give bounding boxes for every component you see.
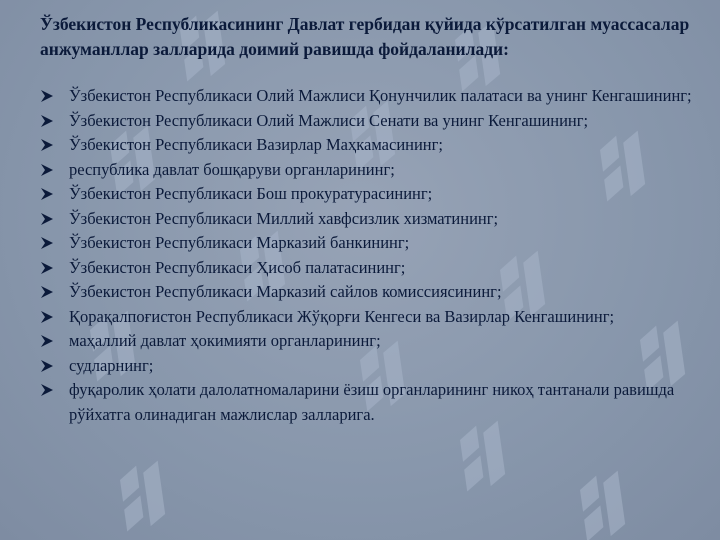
list-item-text: Ўзбекистон Республикаси Ҳисоб палатасининг; (69, 257, 406, 277)
arrowhead-bullet-icon (40, 310, 54, 324)
arrowhead-bullet-icon (40, 383, 54, 397)
list-item-text: Ўзбекистон Республикаси Вазирлар Маҳкамасининг; (69, 135, 443, 154)
list-item (40, 182, 700, 207)
list-item (40, 109, 700, 134)
list-item-text: Ўзбекистон Республикаси Марказий сайлов комиссиясининг; (69, 282, 502, 301)
list-item (40, 207, 700, 232)
watermark-logo-icon (118, 461, 167, 532)
list-item-text: Ўзбекистон Республикаси Миллий хавфсизлик хизматининг; (69, 208, 499, 228)
list-item (40, 158, 700, 183)
list-item-text: фуқаролик ҳолати далолатномаларини ёзиш органларининг никоҳ тантанали равишда рўйхатга олинадиган мажлислар залларига. (69, 380, 675, 424)
list-item (40, 305, 700, 330)
arrowhead-bullet-icon (40, 114, 54, 128)
list-item-text: судларнинг; (69, 355, 154, 375)
list-item (40, 329, 700, 354)
arrowhead-bullet-icon (40, 334, 54, 348)
list-item-text: республика давлат бошқаруви органларининг; (69, 159, 395, 179)
watermark-logo-icon (578, 471, 627, 540)
arrowhead-bullet-icon (40, 236, 54, 250)
list-item (40, 378, 700, 427)
list-item (40, 354, 700, 379)
list-item-text: Ўзбекистон Республикаси Олий Мажлиси Сенати ва унинг Кенгашининг; (69, 110, 589, 130)
list-item (40, 84, 700, 109)
slide-title: Ўзбекистон Республикасининг Давлат гербидан қуйида кўрсатилган муассасалар анжуманллар залларида доимий равишда фойдаланилади: (40, 14, 690, 59)
arrowhead-bullet-icon (40, 285, 54, 299)
bullet-list (40, 84, 700, 427)
list-item (40, 231, 700, 256)
list-item (40, 133, 700, 158)
arrowhead-bullet-icon (40, 138, 54, 152)
watermark-logo-icon (458, 421, 507, 492)
list-item-text: маҳаллий давлат ҳокимияти органларининг; (69, 331, 381, 350)
list-item-text: Ўзбекистон Республикаси Бош прокуратурасининг; (69, 184, 433, 203)
arrowhead-bullet-icon (40, 89, 54, 103)
arrowhead-bullet-icon (40, 163, 54, 177)
list-item-text: Қорақалпоғистон Республикаси Жўқорғи Кенгеси ва Вазирлар Кенгашининг; (69, 306, 615, 326)
arrowhead-bullet-icon (40, 187, 54, 201)
arrowhead-bullet-icon (40, 212, 54, 226)
list-item-text: Ўзбекистон Республикаси Марказий банкининг; (69, 233, 410, 252)
list-item (40, 280, 700, 305)
list-item (40, 256, 700, 281)
arrowhead-bullet-icon (40, 359, 54, 373)
list-item-text: Ўзбекистон Республикаси Олий Мажлиси Қонунчилик палатаси ва унинг Кенгашининг; (69, 86, 692, 105)
arrowhead-bullet-icon (40, 261, 54, 275)
slide-content (40, 12, 700, 427)
